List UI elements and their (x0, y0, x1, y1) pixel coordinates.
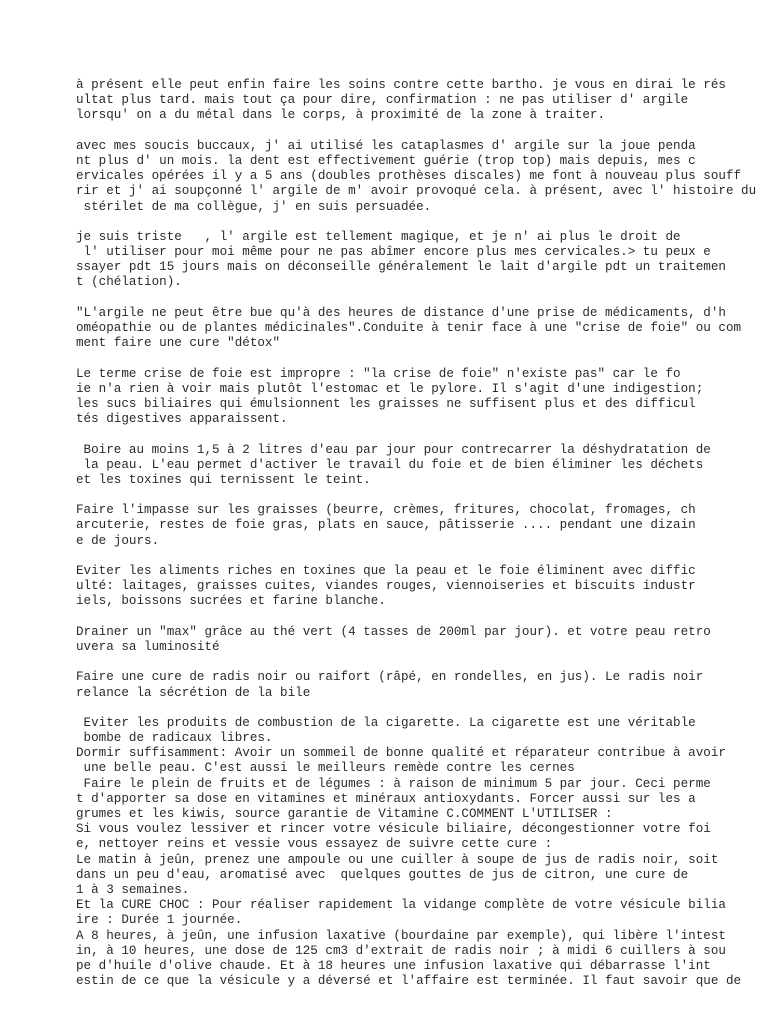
paragraph (76, 367, 766, 428)
text-line: bombe de radicaux libres. (76, 731, 273, 746)
paragraph (76, 443, 766, 489)
text-line: ssayer pdt 15 jours mais on déconseille généralement le lait d'argile pdt un traitemen (76, 260, 726, 275)
text-line: une belle peau. C'est aussi le meilleurs remède contre les cernes (76, 761, 575, 776)
text-line: dans un peu d'eau, aromatisé avec quelques gouttes de jus de citron, une cure de (76, 867, 689, 882)
text-line: Dormir suffisamment: Avoir un sommeil de bonne qualité et réparateur contribue à avoir (76, 746, 726, 761)
text-line: t d'apporter sa dose en vitamines et minéraux antioxydants. Forcer aussi sur les a (76, 791, 696, 806)
text-line: ire : Durée 1 journée. (76, 913, 243, 928)
text-line: les sucs biliaires qui émulsionnent les graisses ne suffisent plus et des difficul (76, 396, 696, 411)
paragraph (76, 230, 766, 291)
text-line: tés digestives apparaissent. (76, 412, 288, 427)
paragraph (76, 503, 766, 549)
text-line: relance la sécrétion de la bile (76, 685, 311, 700)
document-body (76, 78, 766, 989)
paragraph (76, 670, 766, 700)
text-line: "L'argile ne peut être bue qu'à des heures de distance d'une prise de médicaments, d'h (76, 305, 726, 320)
text-line: ment faire une cure "détox" (76, 336, 281, 351)
text-line: arcuterie, restes de foie gras, plats en sauce, pâtisserie .... pendant une dizain (76, 518, 696, 533)
text-line: nt plus d' un mois. la dent est effectivement guérie (trop top) mais depuis, mes c (76, 153, 696, 168)
text-line: grumes et les kiwis, source garantie de Vitamine C.COMMENT L'UTILISER : (76, 807, 613, 821)
text-line: estin de ce que la vésicule y a déversé et l'affaire est terminée. Il faut savoir que de (76, 974, 742, 989)
text-line: 1 à 3 semaines. (76, 882, 190, 897)
text-line: e, nettoyer reins et vessie vous essayez de suivre cette cure : (76, 837, 553, 852)
text-line: Drainer un "max" grâce au thé vert (4 tasses de 200ml par jour). et votre peau retro (76, 624, 711, 639)
paragraph (76, 306, 766, 352)
paragraph (76, 564, 766, 610)
text-line: lorsqu' on a du métal dans le corps, à proximité de la zone à traiter. (76, 108, 606, 123)
text-line: ultat plus tard. mais tout ça pour dire, confirmation : ne pas utiliser d' argile (76, 93, 689, 108)
text-line: pe d'huile d'olive chaude. Et à 18 heures une infusion laxative qui débarrasse l'int (76, 958, 711, 973)
text-line: Faire l'impasse sur les graisses (beurre, crèmes, fritures, chocolat, fromages, ch (76, 503, 696, 518)
text-line: la peau. L'eau permet d'activer le travail du foie et de bien éliminer les déchets (76, 457, 704, 472)
text-line: ie n'a rien à voir mais plutôt l'estomac et le pylore. Il s'agit d'une indigestion; (76, 381, 704, 396)
text-line: in, à 10 heures, une dose de 125 cm3 d'extrait de radis noir ; à midi 6 cuillers à sou (76, 943, 726, 958)
text-line: Faire le plein de fruits et de légumes : à raison de minimum 5 par jour. Ceci perme (76, 776, 711, 791)
text-line: ulté: laitages, graisses cuites, viandes rouges, viennoiseries et biscuits industr (76, 579, 696, 594)
text-line: uvera sa luminosité (76, 639, 220, 654)
text-line: je suis triste , l' argile est tellement magique, et je n' ai plus le droit de (76, 229, 681, 244)
paragraph (76, 139, 766, 215)
text-line: Boire au moins 1,5 à 2 litres d'eau par jour pour contrecarrer la déshydratation de (76, 442, 711, 457)
text-line: Le terme crise de foie est impropre : "la crise de foie" n'existe pas" car le fo (76, 366, 681, 381)
text-line: ervicales opérées il y a 5 ans (doubles prothèses discales) me font à nouveau plus souff (76, 169, 742, 184)
text-line: Eviter les aliments riches en toxines que la peau et le foie éliminent avec diffic (76, 564, 696, 578)
text-line: iels, boissons sucrées et farine blanche. (76, 594, 386, 609)
paragraph (76, 78, 766, 124)
text-line: avec mes soucis buccaux, j' ai utilisé les cataplasmes d' argile sur la joue penda (76, 138, 696, 153)
text-line: à présent elle peut enfin faire les soins contre cette bartho. je vous en dirai le rés (76, 78, 726, 92)
text-line: t (chélation). (76, 275, 182, 290)
text-line: Le matin à jeûn, prenez une ampoule ou une cuiller à soupe de jus de radis noir, soit (76, 852, 719, 867)
text-line: l' utiliser pour moi même pour ne pas abîmer encore plus mes cervicales.> tu peux e (76, 245, 711, 260)
paragraph (76, 716, 766, 989)
text-line: e de jours. (76, 533, 160, 548)
paragraph (76, 625, 766, 655)
text-line: et les toxines qui ternissent le teint. (76, 472, 371, 487)
text-line: Eviter les produits de combustion de la cigarette. La cigarette est une véritable (76, 715, 696, 730)
text-line: rir et j' ai soupçonné l' argile de m' avoir provoqué cela. à présent, avec l' histoire du (76, 184, 757, 199)
text-line: oméopathie ou de plantes médicinales".Conduite à tenir face à une "crise de foie" ou com (76, 321, 742, 335)
text-line: stérilet de ma collègue, j' en suis persuadée. (76, 199, 432, 214)
text-line: Si vous voulez lessiver et rincer votre vésicule biliaire, décongestionner votre foi (76, 822, 711, 837)
text-line: Faire une cure de radis noir ou raifort (râpé, en rondelles, en jus). Le radis noir (76, 670, 704, 685)
text-line: Et la CURE CHOC : Pour réaliser rapidement la vidange complète de votre vésicule bilia (76, 898, 726, 913)
text-line: A 8 heures, à jeûn, une infusion laxative (bourdaine par exemple), qui libère l'intest (76, 928, 726, 943)
